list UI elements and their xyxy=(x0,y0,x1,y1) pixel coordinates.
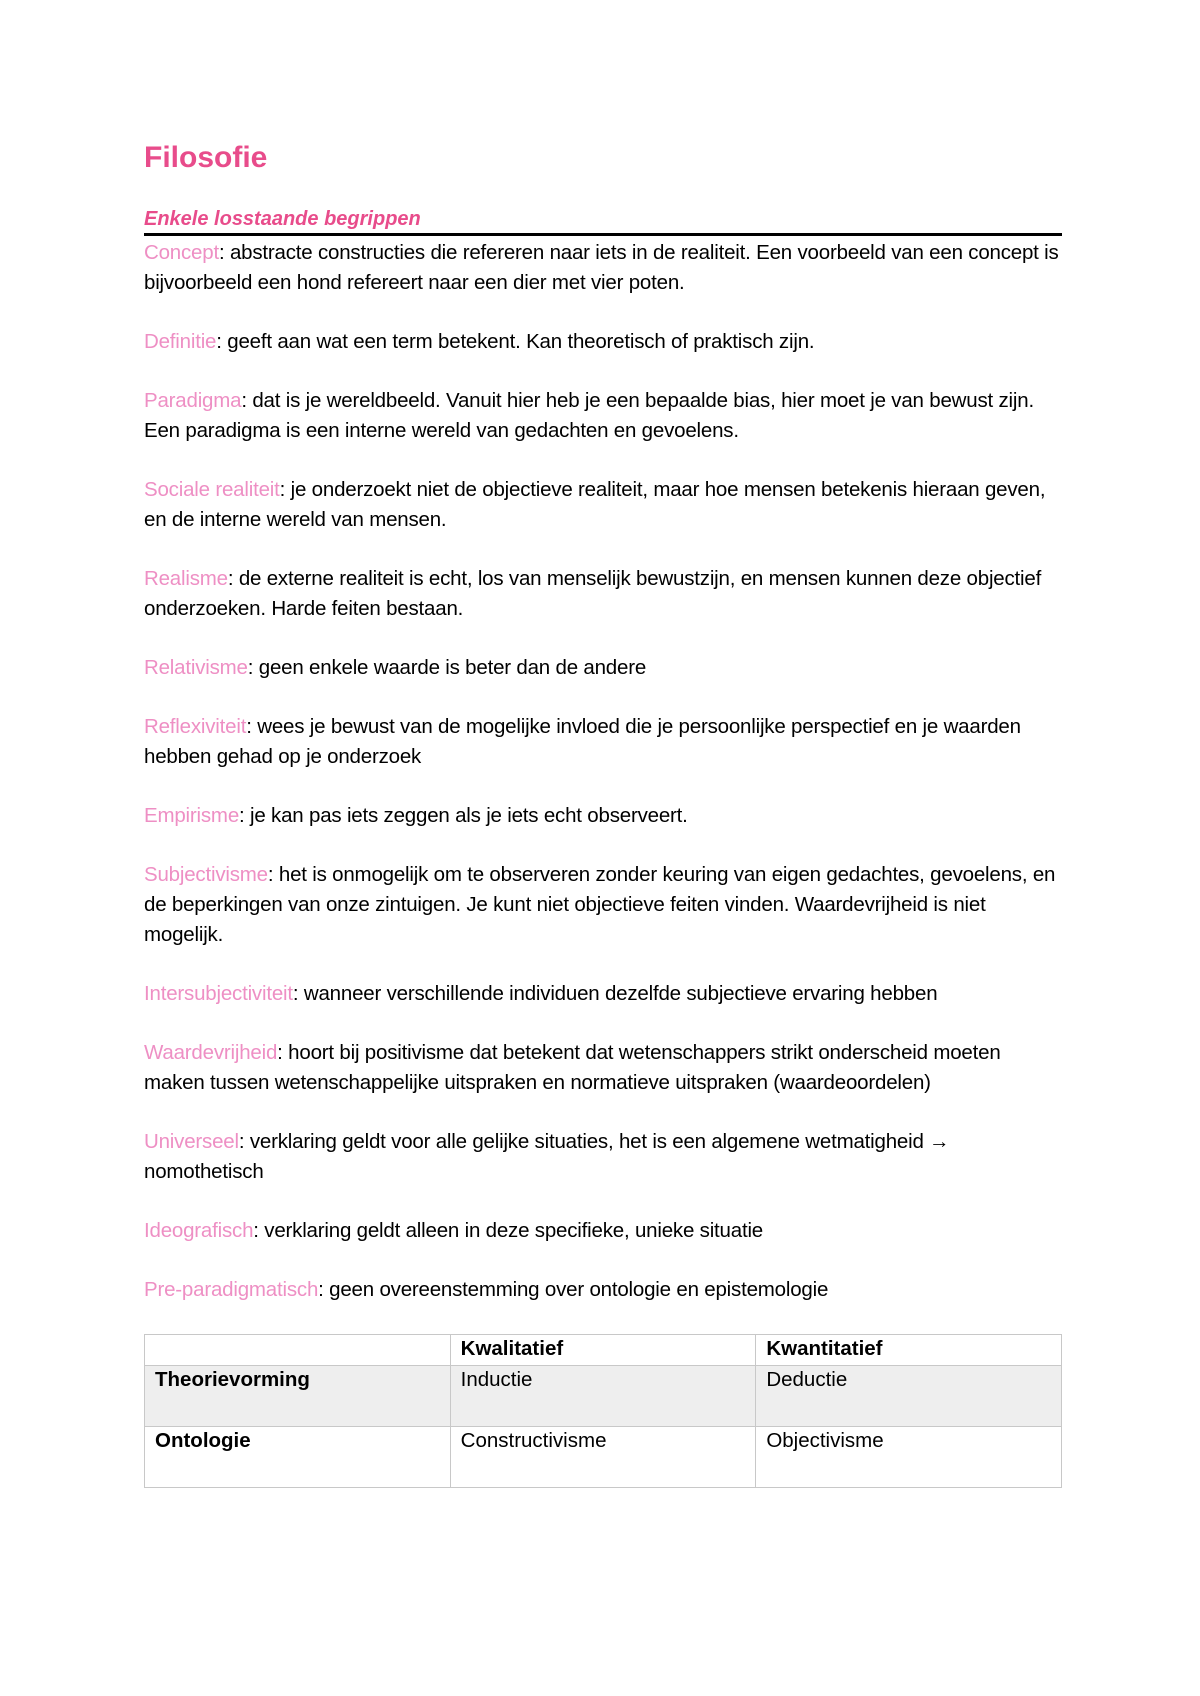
definition-term: Sociale realiteit xyxy=(144,478,280,501)
definition-text: : geen overeenstemming over ontologie en epistemologie xyxy=(318,1278,829,1301)
definition-text: : wees je bewust van de mogelijke invloed die je persoonlijke perspectief en je waarden hebben gehad op je onderzoek xyxy=(144,715,1021,768)
table-cell: Constructivisme xyxy=(450,1427,756,1488)
definition-text: : dat is je wereldbeeld. Vanuit hier heb je een bepaalde bias, hier moet je van bewust zijn. Een paradigma is een interne wereld van gedachten en gevoelens. xyxy=(144,389,1034,442)
definition-term: Waardevrijheid xyxy=(144,1041,278,1064)
definition-text: : je kan pas iets zeggen als je iets echt observeert. xyxy=(239,804,688,827)
table-header-cell: Kwantitatief xyxy=(756,1335,1062,1366)
definition-item xyxy=(144,386,1062,446)
table-cell: Deductie xyxy=(756,1366,1062,1427)
document-page xyxy=(144,140,1062,1488)
definition-term: Intersubjectiviteit xyxy=(144,982,293,1005)
definition-item xyxy=(144,475,1062,535)
definition-item xyxy=(144,1216,1062,1246)
definition-item xyxy=(144,979,1062,1009)
definition-text: : verklaring geldt voor alle gelijke situaties, het is een algemene wetmatigheid → nomothetisch xyxy=(144,1130,950,1183)
table-row xyxy=(145,1366,1062,1427)
definition-item xyxy=(144,801,1062,831)
table-header-cell: Kwalitatief xyxy=(450,1335,756,1366)
table-row-header: Theorievorming xyxy=(145,1366,451,1427)
definition-item xyxy=(144,860,1062,950)
definition-term: Ideografisch xyxy=(144,1219,254,1242)
definition-item xyxy=(144,327,1062,357)
definition-text: : wanneer verschillende individuen dezelfde subjectieve ervaring hebben xyxy=(292,982,938,1005)
definitions-list xyxy=(144,238,1062,1305)
table-cell: Inductie xyxy=(450,1366,756,1427)
table-header-row xyxy=(145,1335,1062,1366)
definition-item xyxy=(144,1275,1062,1305)
definition-text: : geen enkele waarde is beter dan de andere xyxy=(247,656,647,679)
definition-text: : je onderzoekt niet de objectieve realiteit, maar hoe mensen betekenis hieraan geven, en de interne wereld van mensen. xyxy=(144,478,1046,531)
section-subtitle: Enkele losstaande begrippen xyxy=(144,206,1062,236)
definition-term: Realisme xyxy=(144,567,228,590)
table-header-cell xyxy=(145,1335,451,1366)
definition-text: : geeft aan wat een term betekent. Kan theoretisch of praktisch zijn. xyxy=(216,330,815,353)
definition-item xyxy=(144,564,1062,624)
definition-term: Reflexiviteit xyxy=(144,715,247,738)
definition-item xyxy=(144,1038,1062,1098)
comparison-table xyxy=(144,1334,1062,1488)
definition-text: : het is onmogelijk om te observeren zonder keuring van eigen gedachtes, gevoelens, en de beperkingen van onze zintuigen. Je kunt niet objectieve feiten vinden. Waardevrijheid is niet mogelijk. xyxy=(144,863,1056,946)
definition-term: Relativisme xyxy=(144,656,248,679)
table-row-header: Ontologie xyxy=(145,1427,451,1488)
definition-item xyxy=(144,238,1062,298)
definition-term: Subjectivisme xyxy=(144,863,268,886)
definition-term: Pre-paradigmatisch xyxy=(144,1278,319,1301)
definition-text: : de externe realiteit is echt, los van menselijk bewustzijn, en mensen kunnen deze objectief onderzoeken. Harde feiten bestaan. xyxy=(144,567,1042,620)
table-row xyxy=(145,1427,1062,1488)
definition-text: : hoort bij positivisme dat betekent dat wetenschappers strikt onderscheid moeten maken tussen wetenschappelijke uitspraken en normatieve uitspraken (waardeoordelen) xyxy=(144,1041,1001,1094)
definition-text: : verklaring geldt alleen in deze specifieke, unieke situatie xyxy=(253,1219,764,1242)
definition-item xyxy=(144,712,1062,772)
document-title: Filosofie xyxy=(144,141,268,174)
table-cell: Objectivisme xyxy=(756,1427,1062,1488)
definition-item xyxy=(144,1127,1062,1187)
definition-term: Paradigma xyxy=(144,389,242,412)
definition-term: Universeel xyxy=(144,1130,239,1153)
definition-term: Concept xyxy=(144,241,219,264)
definition-item xyxy=(144,653,1062,683)
definition-text: : abstracte constructies die refereren naar iets in de realiteit. Een voorbeeld van een concept is bijvoorbeeld een hond refereert naar een dier met vier poten. xyxy=(144,241,1059,294)
definition-term: Definitie xyxy=(144,330,217,353)
definition-term: Empirisme xyxy=(144,804,240,827)
